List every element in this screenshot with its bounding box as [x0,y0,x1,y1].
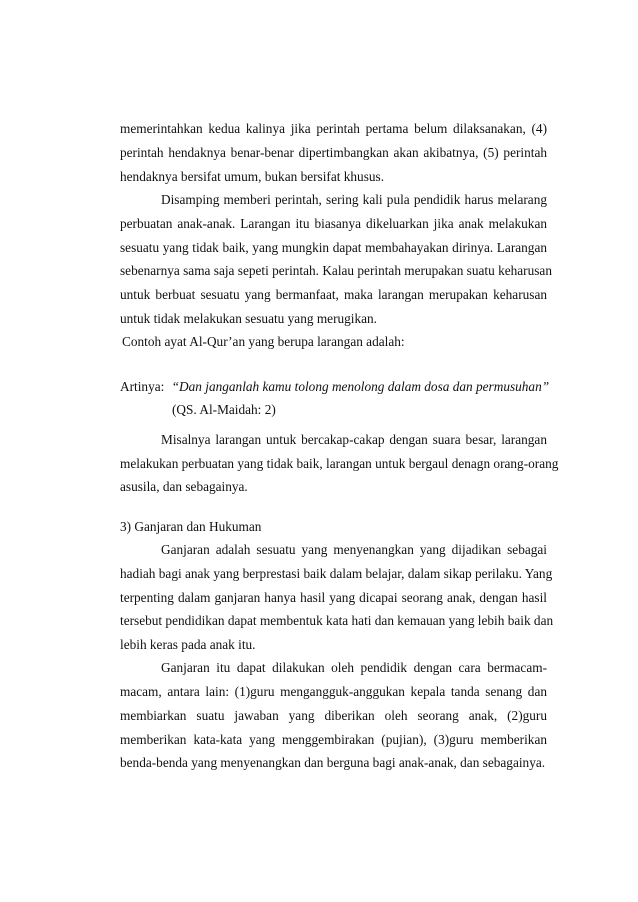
paragraph-line: sebenarnya sama saja sepeti perintah. Kalau perintah merupakan suatu keharusan [120,263,552,278]
paragraph-line: lebih keras pada anak itu. [120,637,256,652]
paragraph-line: perintah hendaknya benar-benar dipertimbangkan akan akibatnya, (5) perintah [120,145,547,160]
paragraph-line: Ganjaran adalah sesuatu yang menyenangkan yang dijadikan sebagai [161,542,547,557]
paragraph-line: hendaknya bersifat umum, bukan bersifat khusus. [120,169,385,184]
paragraph-line: memerintahkan kedua kalinya jika perintah pertama belum dilaksanakan, (4) [120,121,547,136]
translation-line [120,378,550,396]
paragraph-line: Disamping memberi perintah, sering kali pula pendidik harus melarang [161,192,547,207]
paragraph-line: macam, antara lain: (1)guru mengangguk-anggukan kepala tanda senang dan [120,684,547,699]
paragraph-line: untuk berbuat sesuatu yang bermanfaat, maka larangan merupakan keharusan [120,287,547,302]
paragraph-line: membiarkan suatu jawaban yang diberikan oleh seorang anak, (2)guru [120,708,547,723]
paragraph-line: sesuatu yang tidak baik, yang mungkin dapat membahayakan dirinya. Larangan [120,240,547,255]
translation-label: Artinya: [120,379,165,394]
paragraph-line: benda-benda yang menyenangkan dan berguna bagi anak-anak, dan sebagainya. [120,755,546,770]
paragraph-line: untuk tidak melakukan sesuatu yang merugikan. [120,311,378,326]
paragraph-line: perbuatan anak-anak. Larangan itu biasanya dikeluarkan jika anak melakukan [120,216,547,231]
paragraph-line: tersebut pendidikan dapat membentuk kata hati dan kemauan yang lebih baik dan [120,613,554,628]
verse-reference: (QS. Al-Maidah: 2) [172,402,276,417]
paragraph-line: terpenting dalam ganjaran hanya hasil yang dicapai seorang anak, dengan hasil [120,590,547,605]
paragraph-line: asusila, dan sebagainya. [120,479,248,494]
section-heading: 3) Ganjaran dan Hukuman [120,519,262,534]
paragraph-line: memberikan kata-kata yang menggembirakan (pujian), (3)guru memberikan [120,732,547,747]
translation-quote: “Dan janganlah kamu tolong menolong dalam dosa dan permusuhan” [171,379,550,394]
example-intro: Contoh ayat Al-Qur’an yang berupa larangan adalah: [122,334,405,349]
paragraph-line: Misalnya larangan untuk bercakap-cakap dengan suara besar, larangan [161,432,547,447]
paragraph-line: hadiah bagi anak yang berprestasi baik dalam belajar, dalam sikap perilaku. Yang [120,566,553,581]
paragraph-line: Ganjaran itu dapat dilakukan oleh pendidik dengan cara bermacam- [161,660,547,675]
paragraph-line: melakukan perbuatan yang tidak baik, larangan untuk bergaul denagn orang-orang [120,456,559,471]
